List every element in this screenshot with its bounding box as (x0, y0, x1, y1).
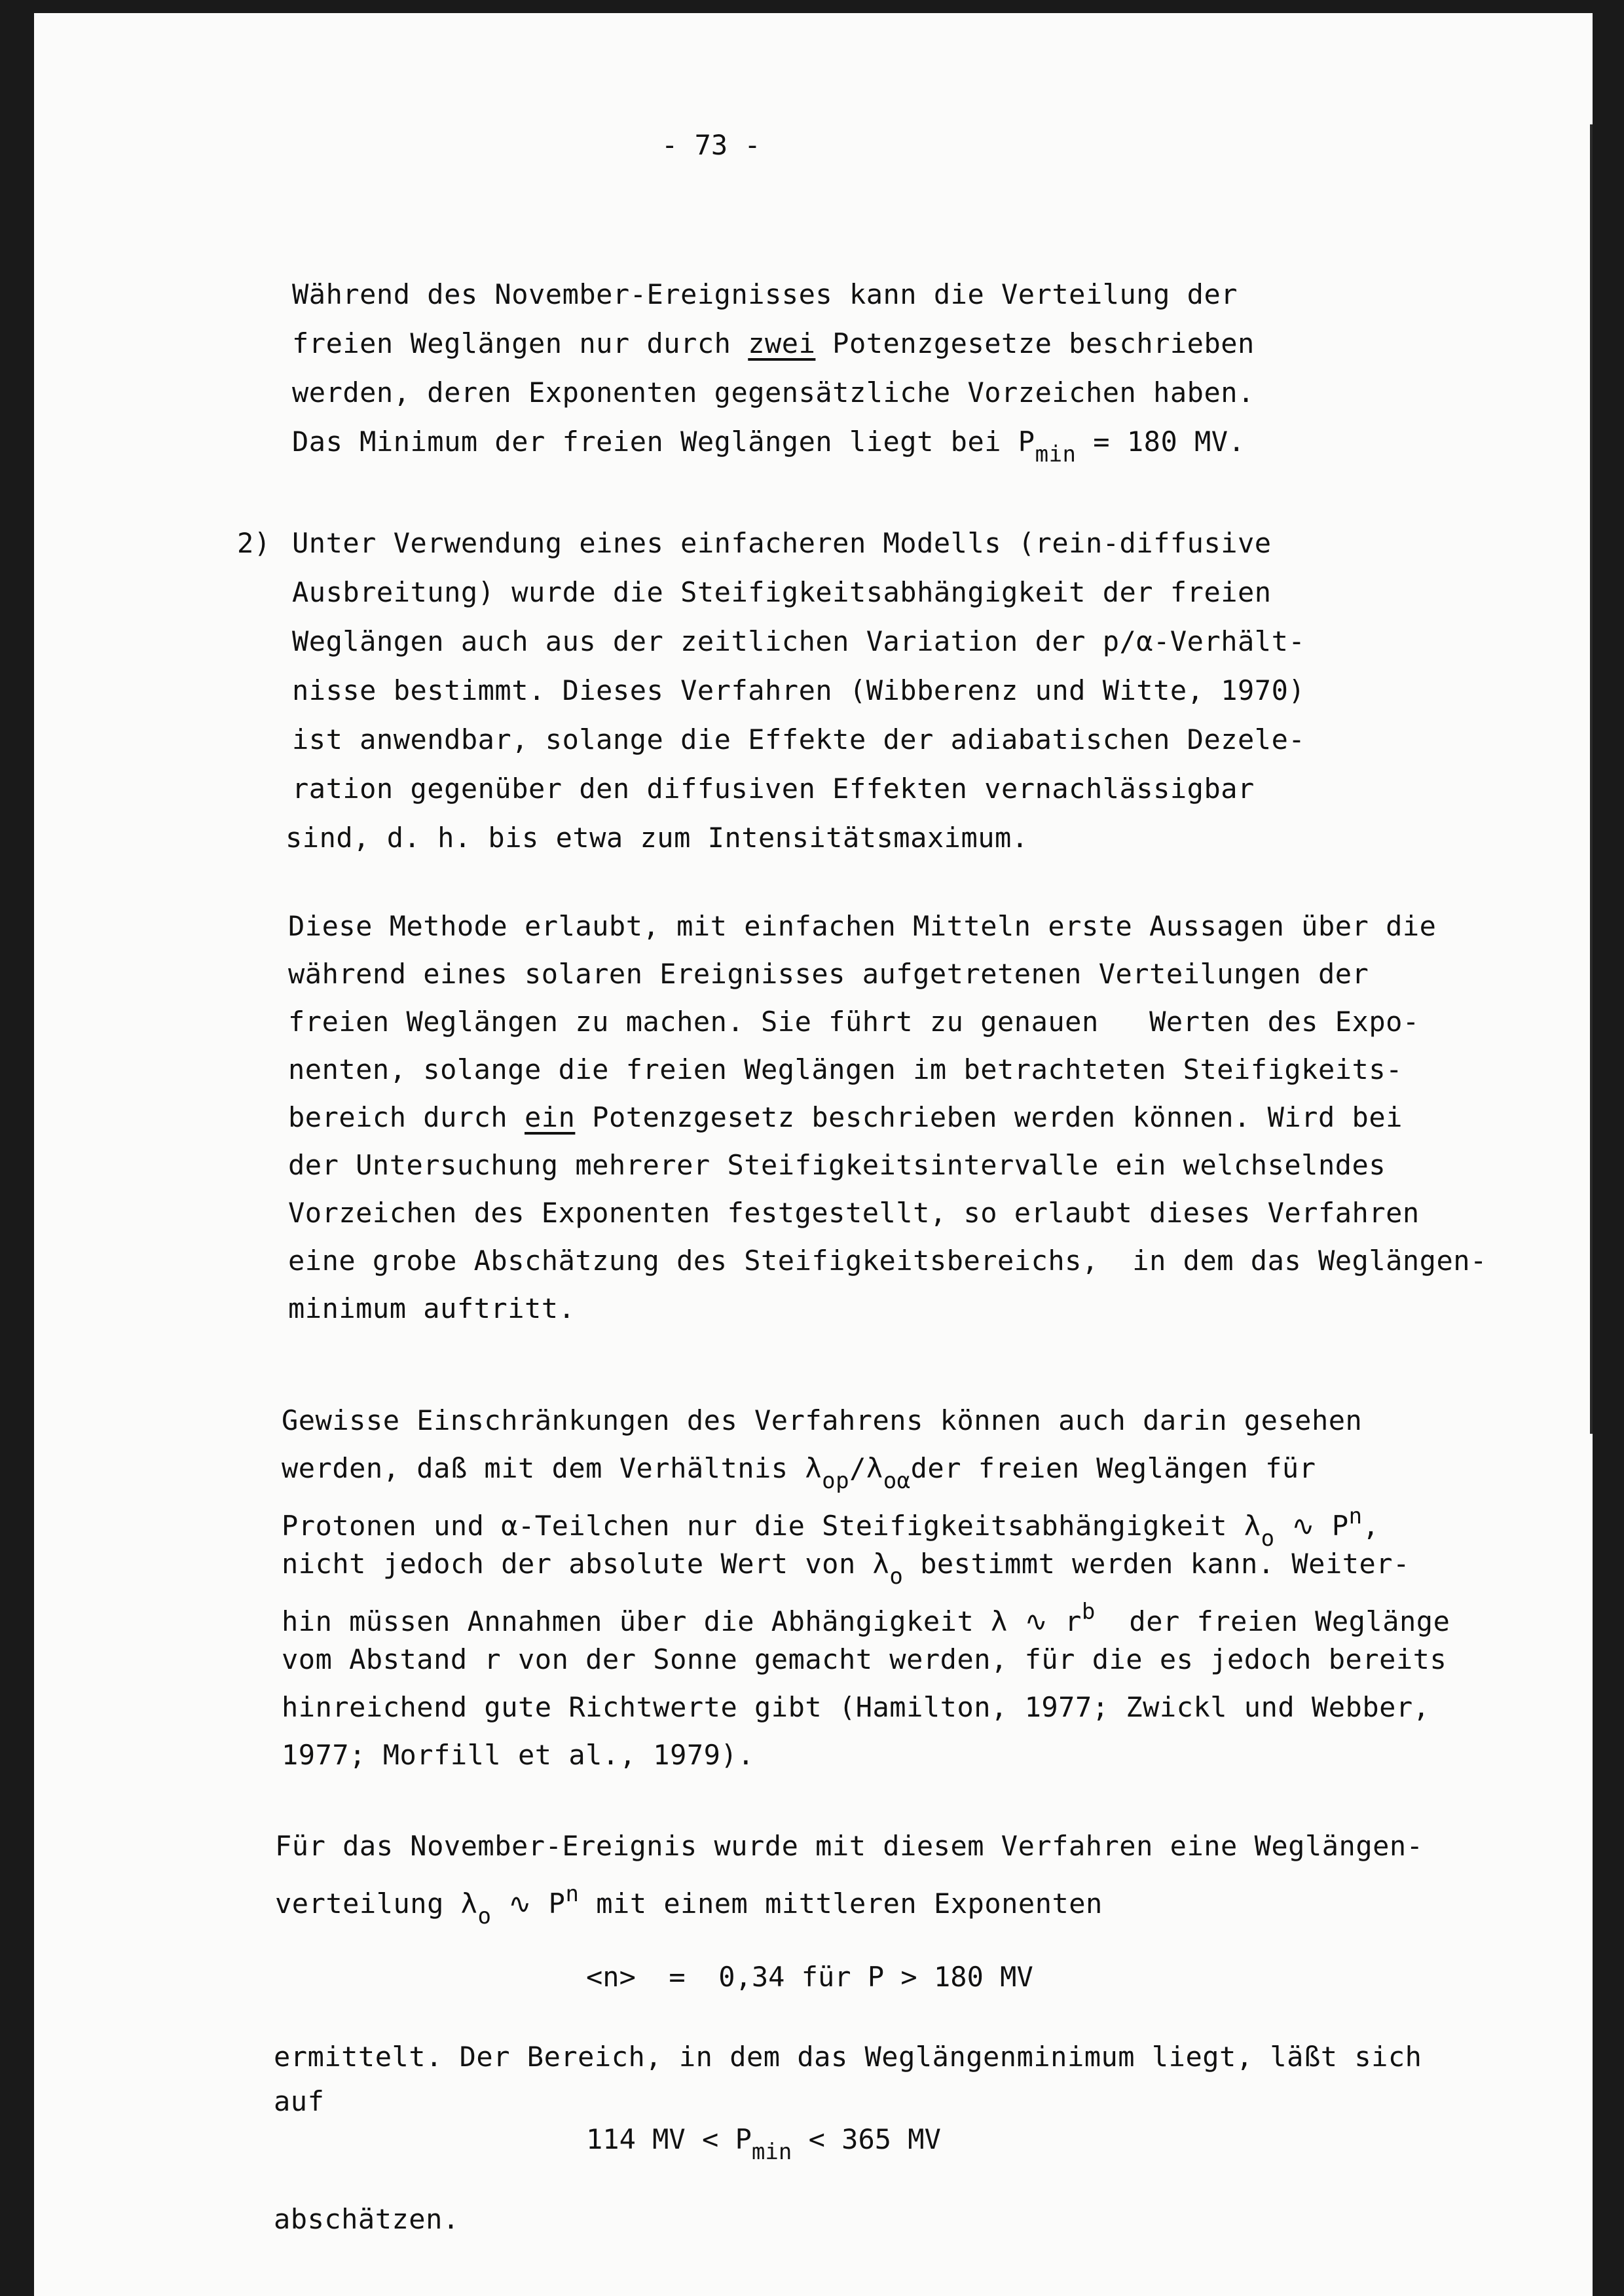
item-2-line-5: ist anwendbar, solange die Effekte der adiabatischen Dezele- (292, 723, 1306, 756)
paragraph-4-line-4: nicht jedoch der absolute Wert von $\lambda_o$ bestimmt werden kann. Weiter- (282, 1548, 1410, 1590)
paragraph-3-line-8: eine grobe Abschätzung des Steifigkeitsbereichs, in dem das Weglängen- (288, 1245, 1487, 1277)
closing-word: abschätzen. (274, 2203, 460, 2235)
equation-pmin-range: 114 MV < $P_{min} < 365$ MV (586, 2123, 941, 2165)
paragraph-3-line-9: minimum auftritt. (288, 1292, 576, 1324)
page-number: - 73 - (661, 129, 761, 161)
paragraph-3-line-7: Vorzeichen des Exponenten festgestellt, so erlaubt dieses Verfahren (288, 1197, 1420, 1229)
paragraph-4-line-5: hin müssen Annahmen über die Abhängigkeit λ ∿ $r^b$ der freien Weglänge (282, 1599, 1450, 1637)
paragraph-3-line-4: nenten, solange die freien Weglängen im betrachteten Steifigkeits- (288, 1053, 1403, 1085)
paragraph-4-line-3: Protonen und α-Teilchen nur die Steifigkeitsabhängigkeit $\lambda_o$ ∿ $P^n$, (282, 1503, 1380, 1552)
paragraph-1-line-1: Während des November-Ereignisses kann die Verteilung der (292, 278, 1238, 310)
paragraph-4-line-2: werden, daß mit dem Verhältnis $\lambda_{op}/\lambda_{o\alpha}der$ freien Weglängen für (282, 1452, 1316, 1494)
paragraph-4-line-8: 1977; Morfill et al., 1979). (282, 1739, 755, 1771)
paragraph-3-line-5: bereich durch ein Potenzgesetz beschrieben werden können. Wird bei (288, 1101, 1403, 1133)
paragraph-6-line-1: ermittelt. Der Bereich, in dem das Weglängenminimum liegt, läßt sich (274, 2041, 1422, 2073)
emphasis-zwei: zwei (748, 327, 816, 359)
list-marker-2: 2) (237, 527, 271, 559)
paragraph-3-line-1: Diese Methode erlaubt, mit einfachen Mitteln erste Aussagen über die (288, 910, 1437, 942)
item-2-line-1: Unter Verwendung eines einfacheren Modells (rein-diffusive (292, 527, 1272, 559)
paragraph-5-line-1: Für das November-Ereignis wurde mit diesem Verfahren eine Weglängen- (275, 1830, 1424, 1862)
paragraph-3-line-3: freien Weglängen zu machen. Sie führt zu genauen Werten des Expo- (288, 1006, 1420, 1038)
paragraph-4-line-1: Gewisse Einschränkungen des Verfahrens können auch darin gesehen (282, 1404, 1363, 1436)
item-2-line-7: sind, d. h. bis etwa zum Intensitätsmaximum. (286, 822, 1029, 854)
paragraph-1-line-3: werden, deren Exponenten gegensätzliche Vorzeichen haben. (292, 376, 1255, 409)
item-2-line-2: Ausbreitung) wurde die Steifigkeitsabhängigkeit der freien (292, 576, 1272, 608)
paragraph-4-line-6: vom Abstand r von der Sonne gemacht werden, für die es jedoch bereits (282, 1643, 1447, 1675)
item-2-line-4: nisse bestimmt. Dieses Verfahren (Wibberenz und Witte, 1970) (292, 674, 1306, 706)
paragraph-1-line-2: freien Weglängen nur durch zwei Potenzgesetze beschrieben (292, 327, 1255, 359)
paragraph-4-line-7: hinreichend gute Richtwerte gibt (Hamilton, 1977; Zwickl und Webber, (282, 1691, 1430, 1723)
item-2-line-6: ration gegenüber den diffusiven Effekten vernachlässigbar (292, 773, 1255, 805)
paragraph-1-line-4: Das Minimum der freien Weglängen liegt bei $P_{min} = 180$ MV. (292, 426, 1246, 467)
paragraph-5-line-2: verteilung $\lambda_o$ ∿ $P^n$ mit einem mittleren Exponenten (275, 1881, 1103, 1929)
paragraph-6-line-2: auf (274, 2085, 325, 2117)
paragraph-3-line-6: der Untersuchung mehrerer Steifigkeitsintervalle ein welchselndes (288, 1149, 1386, 1181)
item-2-line-3: Weglängen auch aus der zeitlichen Variation der p/α-Verhält- (292, 625, 1306, 657)
scan-edge-line (1590, 124, 1593, 1434)
equation-exponent: <n> = 0,34 für P > 180 MV (586, 1961, 1033, 1993)
emphasis-ein: ein (525, 1101, 576, 1133)
paragraph-3-line-2: während eines solaren Ereignisses aufgetretenen Verteilungen der (288, 958, 1369, 990)
